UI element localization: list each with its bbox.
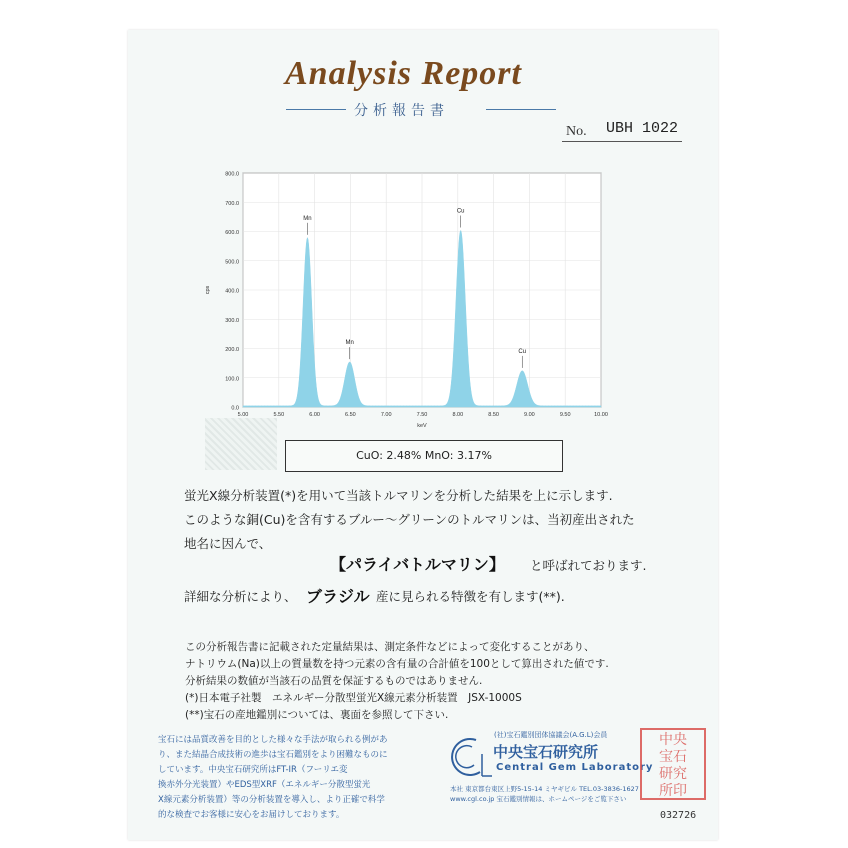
watermark-pattern bbox=[205, 418, 277, 470]
result-box bbox=[285, 440, 563, 472]
disclaimer-block bbox=[158, 733, 420, 823]
x-tick-label: 5.00 bbox=[237, 412, 249, 418]
x-tick-label: 5.50 bbox=[273, 412, 285, 418]
subtitle-rule-left bbox=[286, 109, 346, 110]
report-number: UBH 1022 bbox=[606, 120, 679, 137]
disclaimer-line: り、また結晶合成技術の進歩は宝石鑑別をより困難なものに bbox=[158, 750, 388, 760]
report-number-label: No. bbox=[566, 124, 587, 139]
body-line-3-tail: と呼ばれております. bbox=[530, 558, 647, 573]
y-tick-label: 200.0 bbox=[225, 347, 239, 353]
peak-label: Cu bbox=[456, 208, 465, 215]
lab-name-jp: 中央宝石研究所 bbox=[493, 743, 599, 761]
note-3: 分析結果の数値が当該石の品質を保証するものではありません. bbox=[185, 675, 483, 687]
x-axis-label: keV bbox=[417, 423, 427, 429]
disclaimer-line: 宝石には品質改善を目的とした様々な手法が取られる例があ bbox=[158, 735, 388, 745]
body-line-4-tail: 産に見られる特徴を有します(**). bbox=[376, 589, 565, 604]
lab-website: www.cgl.co.jp 宝石鑑別情報は、ホームページをご覧下さい bbox=[450, 795, 627, 803]
x-tick-label: 8.00 bbox=[452, 412, 464, 418]
y-tick-label: 400.0 bbox=[225, 288, 239, 295]
note-4: (*)日本電子社製 エネルギー分散型蛍光X線元素分析装置 JSX-1000S bbox=[185, 692, 522, 704]
disclaimer-line: しています。中央宝石研究所はFT-IR（フーリエ変 bbox=[158, 765, 348, 775]
body-line-3: 地名に因んで、 bbox=[184, 536, 272, 551]
peak-label: Mn bbox=[345, 340, 354, 347]
x-tick-label: 6.50 bbox=[345, 412, 356, 418]
y-axis-label: cps bbox=[205, 285, 211, 295]
note-1: この分析報告書に記載された定量結果は、測定条件などによって変化することがあり、 bbox=[185, 641, 595, 653]
x-tick-label: 6.00 bbox=[309, 412, 320, 418]
y-tick-label: 100.0 bbox=[225, 376, 239, 383]
xrf-spectrum-chart bbox=[195, 165, 615, 435]
body-line-4-head: 詳細な分析により、 bbox=[184, 589, 297, 604]
result-text: CuO: 2.48% MnO: 3.17% bbox=[356, 449, 492, 462]
serial-number: 032726 bbox=[660, 810, 697, 821]
x-tick-label: 7.50 bbox=[416, 412, 428, 418]
x-tick-label: 9.50 bbox=[559, 412, 571, 418]
lab-name-en: Central Gem Laboratory bbox=[496, 762, 654, 773]
body-line-1: 蛍光X線分析装置(*)を用いて当該トルマリンを分析した結果を上に示します. bbox=[184, 488, 613, 503]
y-tick-label: 0.0 bbox=[231, 405, 239, 412]
y-tick-label: 500.0 bbox=[225, 259, 239, 266]
note-5: (**)宝石の産地鑑別については、裏面を参照して下さい. bbox=[185, 709, 449, 721]
y-tick-label: 800.0 bbox=[225, 171, 239, 178]
lab-address: 本社 東京都台東区上野5-15-14 ミヤギビル TEL.03-3836-1627 bbox=[450, 785, 639, 793]
disclaimer-line: 換赤外分光装置）やEDS型XRF（エネルギー分散型蛍光 bbox=[158, 780, 371, 790]
cgl-logo-icon bbox=[446, 732, 494, 782]
y-tick-label: 600.0 bbox=[225, 230, 239, 236]
red-seal-stamp: 中央 宝石 研究 所印 bbox=[640, 728, 706, 800]
subtitle-row bbox=[286, 100, 556, 118]
report-number-underline bbox=[562, 141, 682, 142]
association-text: (社)宝石鑑別団体協議会(A.G.L)会員 bbox=[494, 731, 608, 739]
disclaimer-line: X線元素分析装置）等の分析装置を導入し、より正確で科学 bbox=[158, 795, 385, 805]
subtitle-rule-right bbox=[486, 109, 556, 110]
x-tick-label: 7.00 bbox=[380, 412, 392, 418]
report-subtitle: 分析報告書 bbox=[354, 103, 449, 119]
body-line-2: このような銅(Cu)を含有するブルー～グリーンのトルマリンは、当初産出された bbox=[184, 512, 635, 527]
report-title: Analysis Report bbox=[285, 55, 522, 92]
disclaimer-line: 的な検査でお客様に安心をお届けしております。 bbox=[158, 810, 345, 820]
peak-label: Cu bbox=[518, 348, 527, 355]
note-2: ナトリウム(Na)以上の質量数を持つ元素の含有量の合計値を100として算出された値です. bbox=[185, 658, 609, 670]
peak-label: Mn bbox=[303, 215, 312, 222]
origin-country: ブラジル bbox=[306, 587, 370, 606]
x-tick-label: 10.00 bbox=[594, 412, 608, 418]
y-tick-label: 700.0 bbox=[225, 200, 239, 207]
y-tick-label: 300.0 bbox=[225, 317, 239, 324]
gem-name: 【パライバトルマリン】 bbox=[330, 555, 505, 574]
x-tick-label: 8.50 bbox=[488, 412, 499, 418]
x-tick-label: 9.00 bbox=[524, 412, 535, 418]
